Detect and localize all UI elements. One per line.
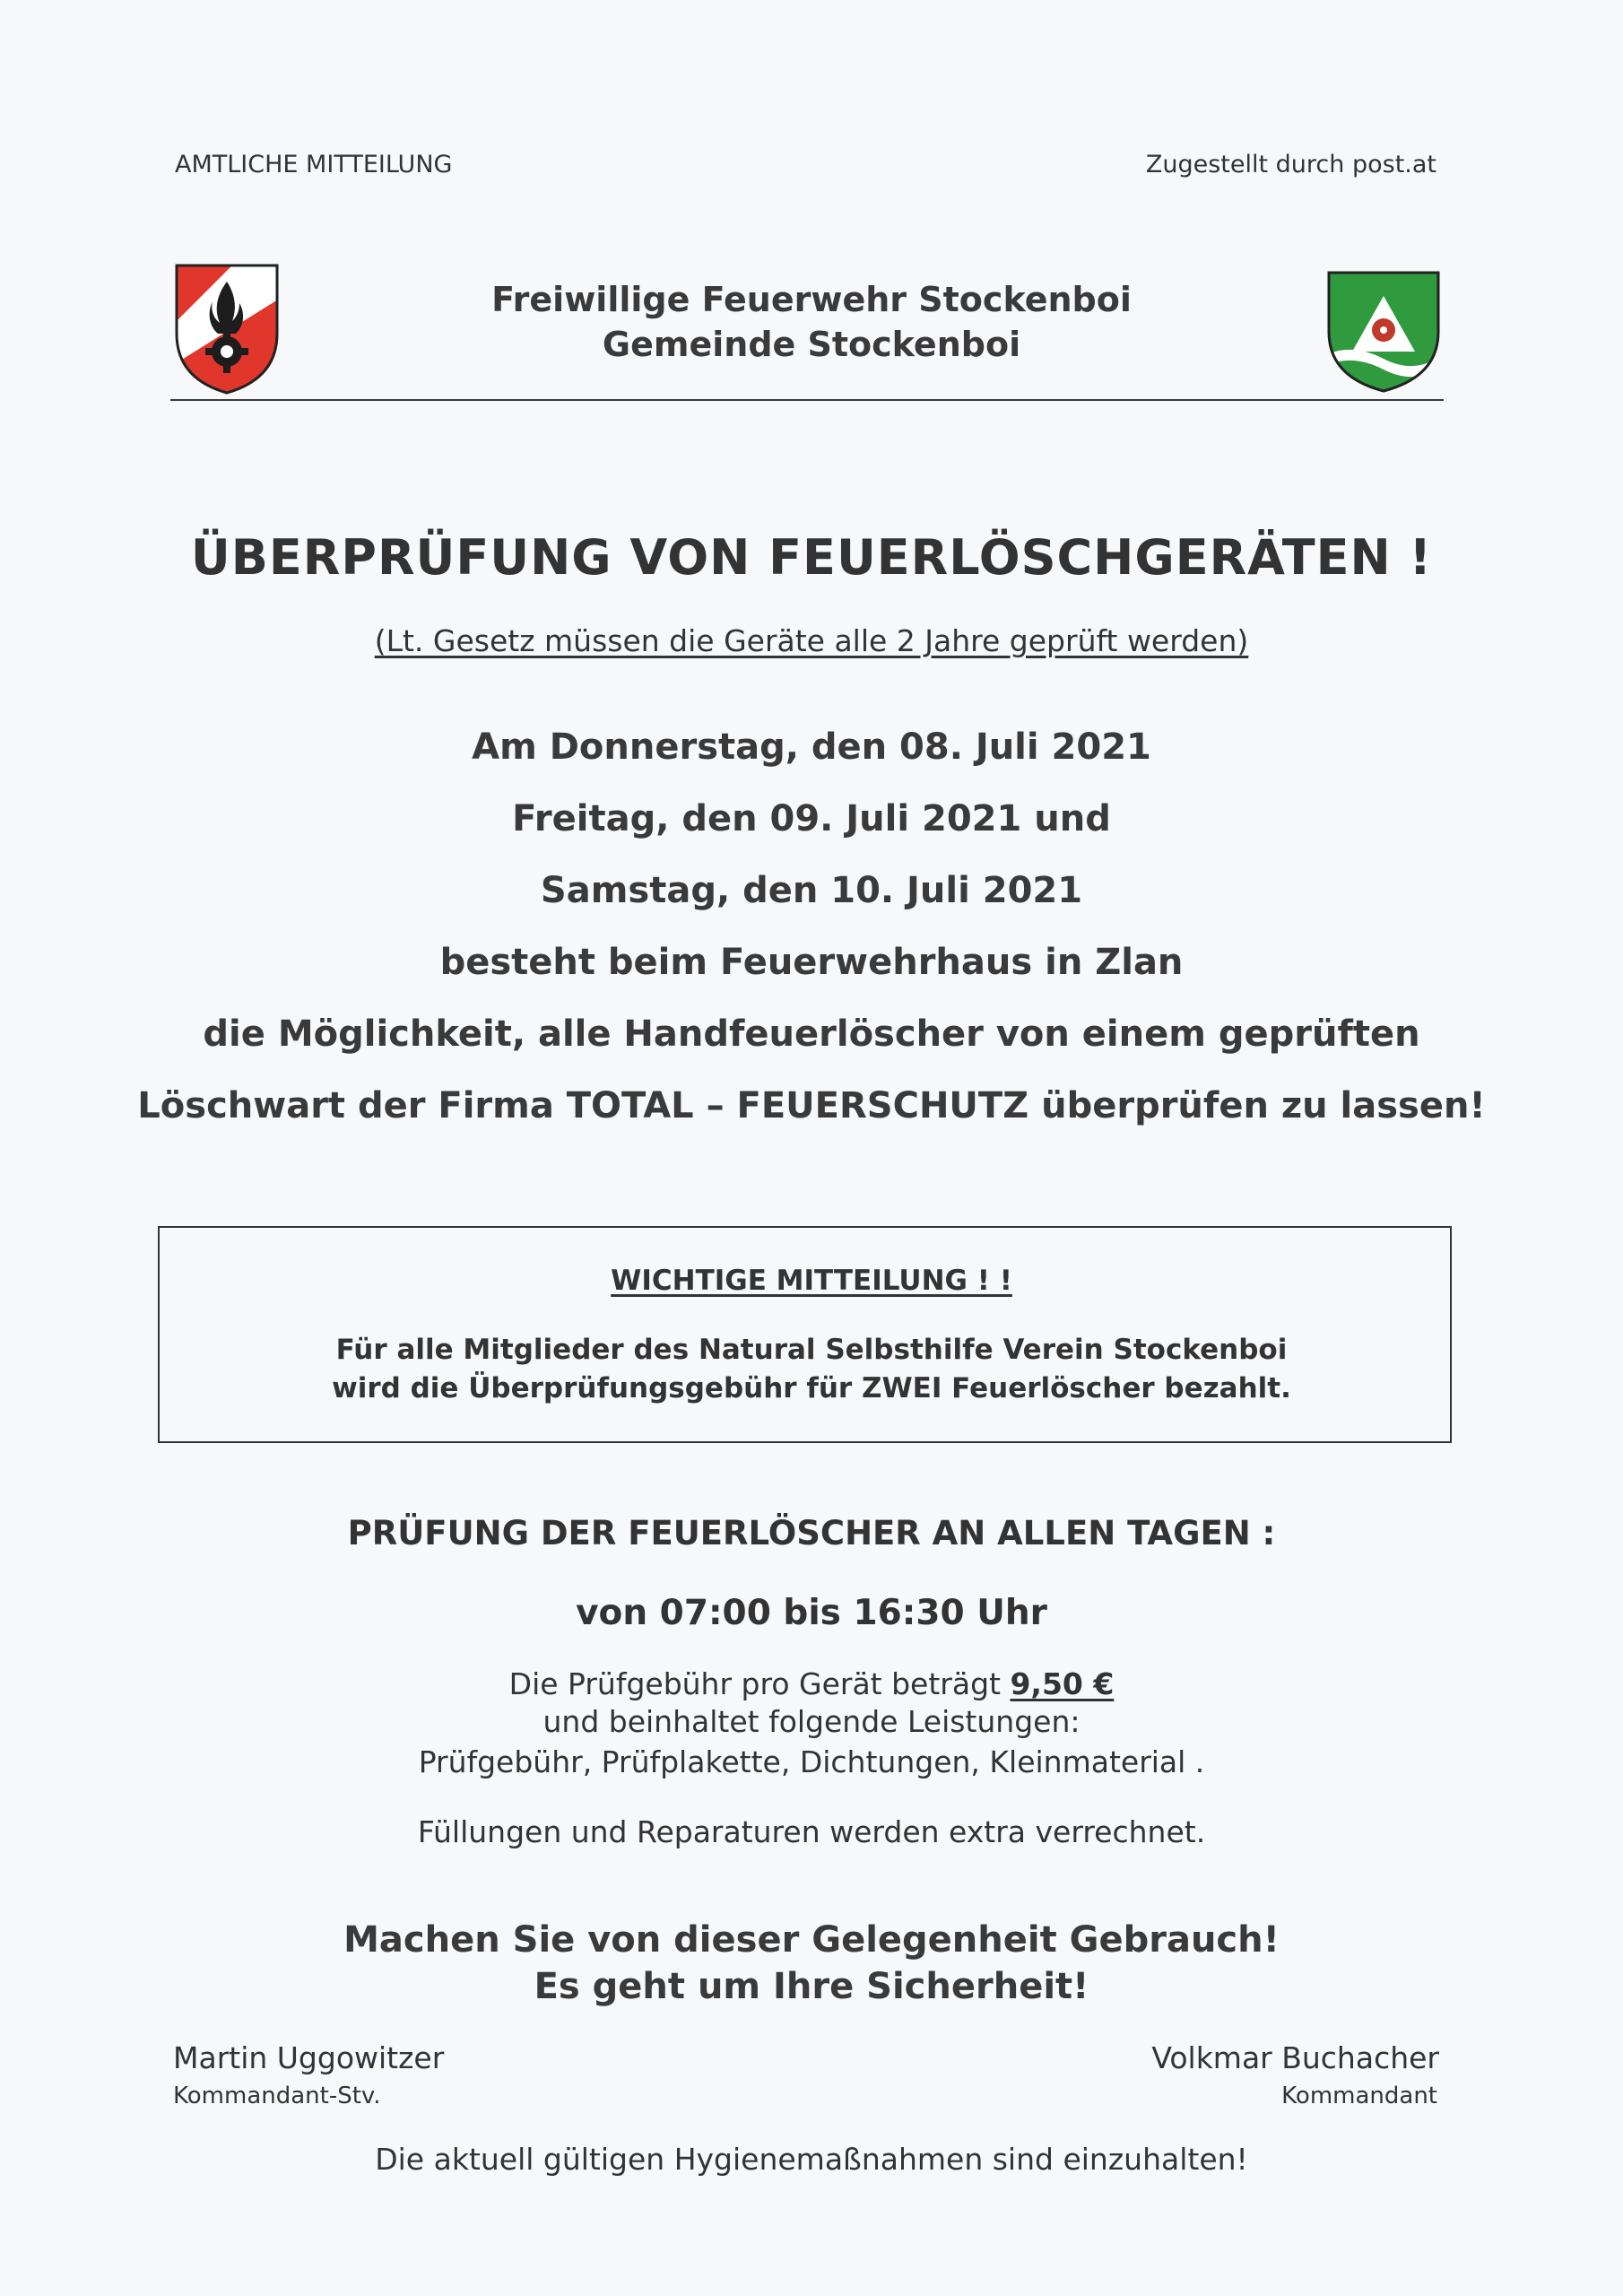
closing-line-1: Machen Sie von dieser Gelegenheit Gebrauch! xyxy=(343,1919,1280,1961)
testing-heading: PRÜFUNG DER FEUERLÖSCHER AN ALLEN TAGEN : xyxy=(347,1514,1276,1552)
fee-text: Die Prüfgebühr pro Gerät beträgt xyxy=(508,1666,1011,1701)
schedule-line-5: die Möglichkeit, alle Handfeuerlöscher von einem geprüften xyxy=(203,1013,1420,1055)
schedule-line-1: Am Donnerstag, den 08. Juli 2021 xyxy=(472,726,1151,768)
page-title: ÜBERPRÜFUNG VON FEUERLÖSCHGERÄTEN ! xyxy=(190,529,1433,586)
services-line: Prüfgebühr, Prüfplakette, Dichtungen, Kleinmaterial . xyxy=(418,1744,1205,1779)
legal-note xyxy=(0,623,1623,658)
fee-line xyxy=(0,1666,1623,1701)
hygiene-note: Die aktuell gültigen Hygienemaßnahmen sind einzuhalten! xyxy=(375,2142,1248,2177)
notice-line-1: Für alle Mitglieder des Natural Selbsthilfe Verein Stockenboi xyxy=(335,1334,1288,1366)
right-signatory-name: Volkmar Buchacher xyxy=(1151,2040,1439,2075)
closing-line-2: Es geht um Ihre Sicherheit! xyxy=(534,1966,1089,2007)
testing-hours: von 07:00 bis 16:30 Uhr xyxy=(576,1593,1047,1633)
extra-charges-line: Füllungen und Reparaturen werden extra verrechnet. xyxy=(417,1814,1206,1849)
schedule-line-4: besteht beim Feuerwehrhaus in Zlan xyxy=(439,942,1184,983)
fire-brigade-name: Freiwillige Feuerwehr Stockenboi xyxy=(491,280,1132,319)
legal-note-text: (Lt. Gesetz müssen die Geräte alle 2 Jahre geprüft werden) xyxy=(374,623,1249,658)
notice-title-text: WICHTIGE MITTEILUNG ! ! xyxy=(611,1265,1012,1297)
schedule-line-3: Samstag, den 10. Juli 2021 xyxy=(540,870,1083,911)
left-signatory-role: Kommandant-Stv. xyxy=(173,2083,381,2109)
schedule-line-2: Freitag, den 09. Juli 2021 und xyxy=(512,798,1111,839)
left-signatory-name: Martin Uggowitzer xyxy=(173,2040,445,2075)
right-signatory-role: Kommandant xyxy=(1281,2083,1437,2109)
schedule-line-6: Löschwart der Firma TOTAL – FEUERSCHUTZ überprüfen zu lassen! xyxy=(137,1085,1486,1126)
official-notice-label: AMTLICHE MITTEILUNG xyxy=(175,151,453,178)
delivery-label: Zugestellt durch post.at xyxy=(1145,151,1436,178)
header-divider xyxy=(170,399,1444,401)
notice-line-2: wird die Überprüfungsgebühr für ZWEI Feuerlöscher bezahlt. xyxy=(332,1372,1291,1405)
fee-amount: 9,50 € xyxy=(1010,1666,1115,1701)
includes-line: und beinhaltet folgende Leistungen: xyxy=(542,1704,1081,1739)
notice-title xyxy=(0,1265,1623,1297)
municipality-name: Gemeinde Stockenboi xyxy=(602,325,1021,364)
